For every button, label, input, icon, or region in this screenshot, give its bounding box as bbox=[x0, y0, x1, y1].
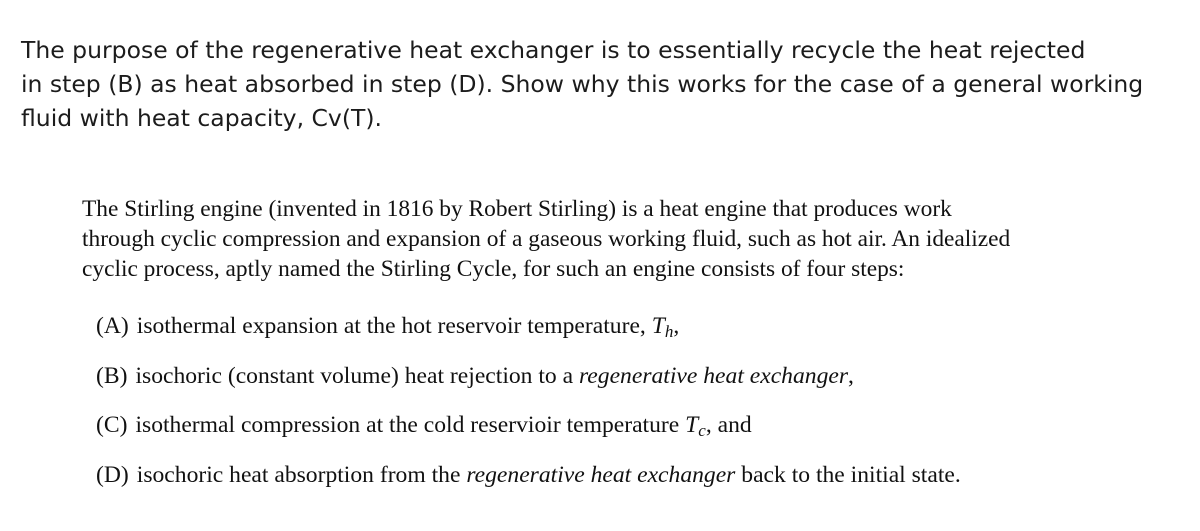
textbook-excerpt bbox=[82, 194, 1122, 488]
step-emphasis: regenerative heat exchanger bbox=[466, 461, 736, 488]
step-a bbox=[96, 311, 961, 361]
step-marker: (C) bbox=[96, 412, 128, 438]
intro-line: through cyclic compression and expansion of a gaseous working fluid, such as hot air. An idealized bbox=[82, 226, 1011, 252]
question-line: in step (B) as heat absorbed in step (D). Show why this works for the case of a general working bbox=[21, 70, 1144, 98]
step-b bbox=[96, 361, 961, 411]
step-emphasis: regenerative heat exchanger bbox=[579, 362, 849, 389]
question-line: fluid with heat capacity, Cv(T). bbox=[21, 104, 383, 132]
step-marker: (B) bbox=[96, 362, 128, 389]
step-text: isothermal expansion at the hot reservoir temperature, bbox=[136, 313, 652, 339]
intro-line: The Stirling engine (invented in 1816 by Robert Stirling) is a heat engine that produces work bbox=[82, 196, 952, 222]
step-text: isochoric (constant volume) heat rejection to a bbox=[135, 362, 579, 389]
step-c bbox=[96, 410, 961, 460]
math-symbol: $T_h$ bbox=[651, 313, 674, 342]
question-prompt bbox=[21, 33, 1171, 135]
step-text-end: , bbox=[673, 313, 680, 339]
step-d bbox=[96, 460, 961, 510]
math-symbol: $T_c$ bbox=[685, 412, 706, 441]
cycle-steps-list bbox=[96, 311, 961, 509]
step-marker: (A) bbox=[96, 313, 129, 339]
step-text-end: , and bbox=[705, 412, 752, 438]
math-subscript: c bbox=[698, 421, 706, 441]
step-text: isochoric heat absorption from the bbox=[136, 461, 467, 488]
intro-line: cyclic process, aptly named the Stirling Cycle, for such an engine consists of four steps: bbox=[82, 256, 905, 282]
math-subscript: h bbox=[664, 322, 674, 342]
step-text-end: , bbox=[848, 362, 854, 389]
excerpt-intro bbox=[82, 194, 1122, 284]
step-marker: (D) bbox=[96, 461, 129, 488]
step-text-end: back to the initial state. bbox=[735, 461, 961, 488]
question-line: The purpose of the regenerative heat exchanger is to essentially recycle the heat rejected bbox=[21, 36, 1086, 64]
step-text: isothermal compression at the cold reservioir temperature bbox=[135, 412, 686, 438]
